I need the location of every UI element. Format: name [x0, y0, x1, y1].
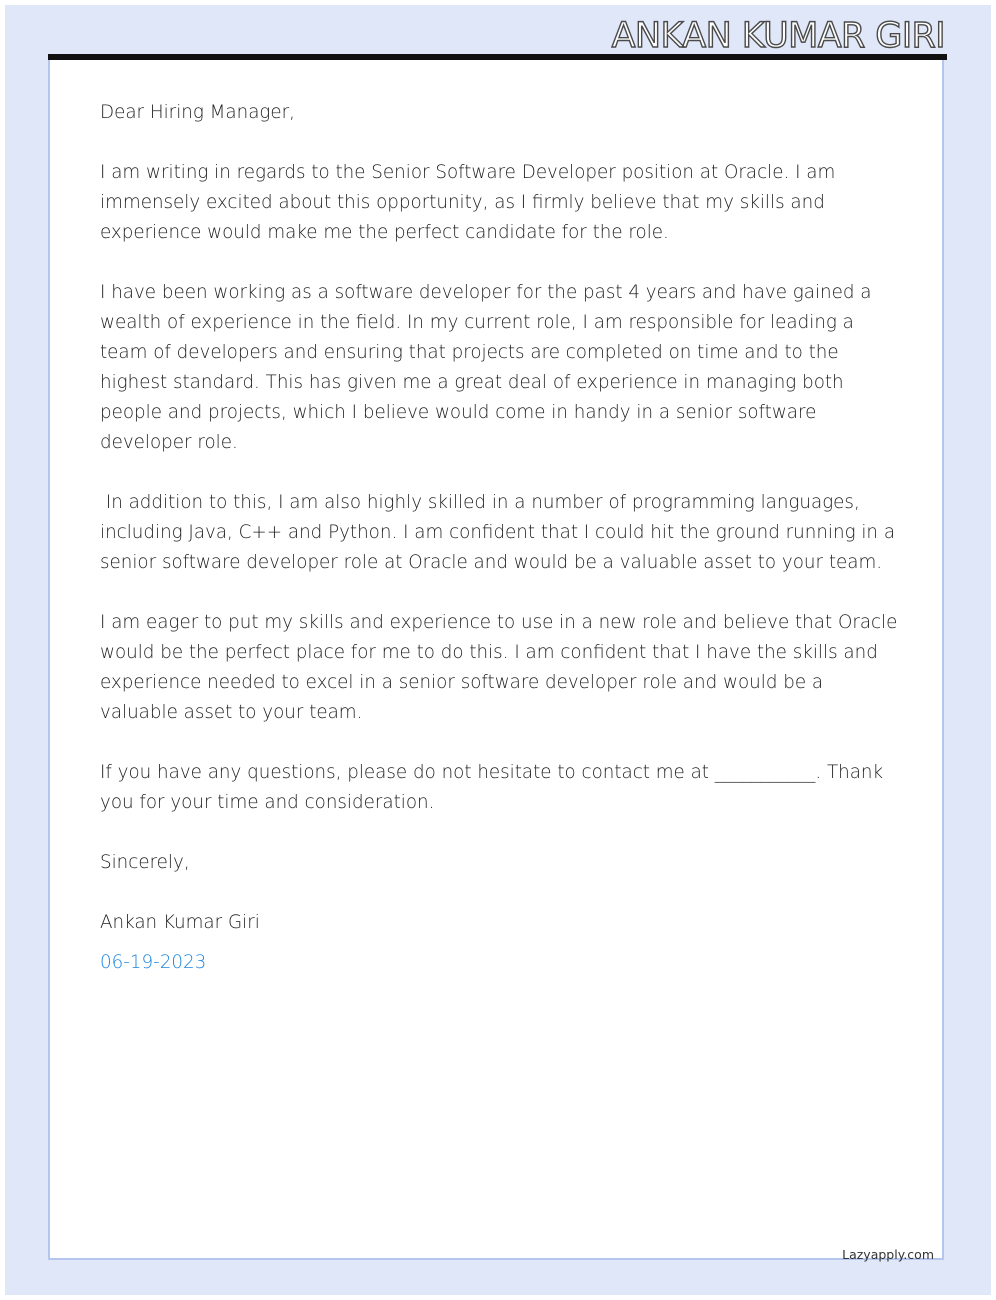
letter-date: 06-19-2023: [100, 952, 207, 973]
applicant-name: ANKAN KUMAR GIRI: [611, 16, 945, 56]
footer-brand: Lazyapply.com: [842, 1247, 934, 1262]
letter-body: [100, 98, 900, 1008]
signature: Ankan Kumar Giri: [100, 912, 260, 933]
paragraph-contact: If you have any questions, please do not hesitate to contact me at ___________. Thank you for your time and consideration.: [100, 762, 884, 813]
paragraph-experience: I have been working as a software developer for the past 4 years and have gained a wealth of experience in the field. In my current role, I am responsible for leading a team of developers and ensuring that projects are completed on time and to the highest standard. This has given me a great deal of experience in managing both people and projects, which I believe would come in handy in a senior software developer role.: [100, 282, 872, 453]
closing: Sincerely,: [100, 852, 190, 873]
paragraph-motivation: I am eager to put my skills and experience to use in a new role and believe that Oracle would be the perfect place for me to do this. I am confident that I have the skills and experience needed to excel in a senior software developer role and would be a valuable asset to your team.: [100, 612, 898, 723]
paragraph-intro: I am writing in regards to the Senior Software Developer position at Oracle. I am immensely excited about this opportunity, as I firmly believe that my skills and experience would make me the perfect candidate for the role.: [100, 162, 836, 243]
paragraph-skills: In addition to this, I am also highly skilled in a number of programming languages, including Java, C++ and Python. I am confident that I could hit the ground running in a senior software developer role at Oracle and would be a valuable asset to your team.: [100, 492, 901, 573]
salutation: Dear Hiring Manager,: [100, 102, 295, 123]
